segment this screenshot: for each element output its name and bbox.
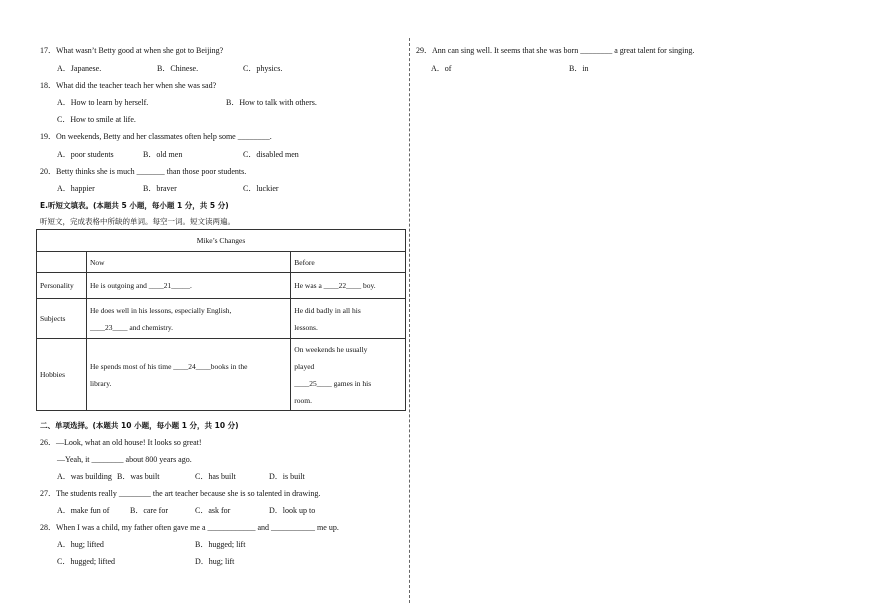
option: C．ask for (195, 506, 231, 515)
section-2-title: 二、单项选择。(本题共 10 小题，每小题 1 分，共 10 分) (40, 421, 239, 430)
option: B．How to talk with others. (226, 98, 317, 107)
option: C．has built (195, 472, 236, 481)
cell-personality-now: He is outgoing and ____21_____. (86, 273, 290, 299)
cell-subjects-before (291, 299, 406, 339)
option: B．in (569, 64, 589, 73)
option: A．Japanese. (57, 64, 102, 73)
column-divider (409, 38, 410, 603)
option: A．How to learn by herself. (57, 98, 149, 107)
table-header-blank (37, 252, 87, 273)
cell-line: lessons. (294, 322, 318, 332)
cell-line: He did badly in all his (294, 305, 361, 315)
table-header-before: Before (291, 252, 406, 273)
option: A．poor students (57, 150, 114, 159)
option: A．make fun of (57, 506, 110, 515)
row-label-hobbies: Hobbies (37, 339, 87, 411)
cell-personality-before: He was a ____22____ boy. (291, 273, 406, 299)
question-26-reply: —Yeah, it ________ about 800 years ago. (57, 455, 192, 464)
option: B．braver (143, 184, 177, 193)
cell-line: ____25____ games in his (294, 378, 372, 388)
option: B．care for (130, 506, 168, 515)
option: D．hug; lift (195, 557, 235, 566)
section-e-title: E.听短文填表。(本题共 5 小题，每小题 1 分，共 5 分) (40, 201, 229, 210)
cell-line: room. (294, 395, 313, 405)
option: C．physics. (243, 64, 283, 73)
cell-line: ____23____ and chemistry. (89, 322, 173, 332)
cell-hobbies-now (86, 339, 290, 411)
mike-changes-table (36, 229, 406, 411)
option: A．was building (57, 472, 112, 481)
option: C．How to smile at life. (57, 115, 136, 124)
question-27: 27．The students really ________ the art teacher because she is so talented in drawing. (40, 489, 321, 498)
option: A．happier (57, 184, 95, 193)
option: B．old men (143, 150, 183, 159)
question-28: 28．When I was a child, my father often gave me a ____________ and ___________ me up. (40, 523, 339, 532)
option: A．of (431, 64, 452, 73)
option: C．hugged; lifted (57, 557, 115, 566)
option: B．Chinese. (157, 64, 199, 73)
question-19: 19．On weekends, Betty and her classmates often help some ________. (40, 132, 272, 141)
table-caption: Mike’s Changes (37, 230, 406, 252)
section-e-instructions: 听短文，完成表格中所缺的单词。每空一词。短文读两遍。 (40, 217, 235, 226)
cell-line: played (294, 361, 315, 371)
question-26: 26．—Look, what an old house! It looks so great! (40, 438, 202, 447)
row-label-subjects: Subjects (37, 299, 87, 339)
question-18: 18．What did the teacher teach her when she was sad? (40, 81, 217, 90)
option: B．was built (117, 472, 160, 481)
cell-subjects-now (86, 299, 290, 339)
cell-line: He does well in his lessons, especially English, (89, 305, 232, 315)
cell-line: He spends most of his time ____24____books in the (89, 361, 248, 371)
option: B．hugged; lift (195, 540, 246, 549)
table-header-now: Now (86, 252, 290, 273)
option: C．luckier (243, 184, 279, 193)
option: A．hug; lifted (57, 540, 104, 549)
row-label-personality: Personality (37, 273, 87, 299)
question-29: 29．Ann can sing well. It seems that she was born ________ a great talent for singing. (416, 46, 695, 55)
option: D．is built (269, 472, 305, 481)
cell-line: library. (89, 378, 112, 388)
option: D．look up to (269, 506, 316, 515)
option: C．disabled men (243, 150, 299, 159)
cell-line: On weekends he usually (294, 344, 368, 354)
question-20: 20．Betty thinks she is much _______ than those poor students. (40, 167, 247, 176)
question-17: 17．What wasn’t Betty good at when she got to Beijing? (40, 46, 224, 55)
cell-hobbies-before (291, 339, 406, 411)
